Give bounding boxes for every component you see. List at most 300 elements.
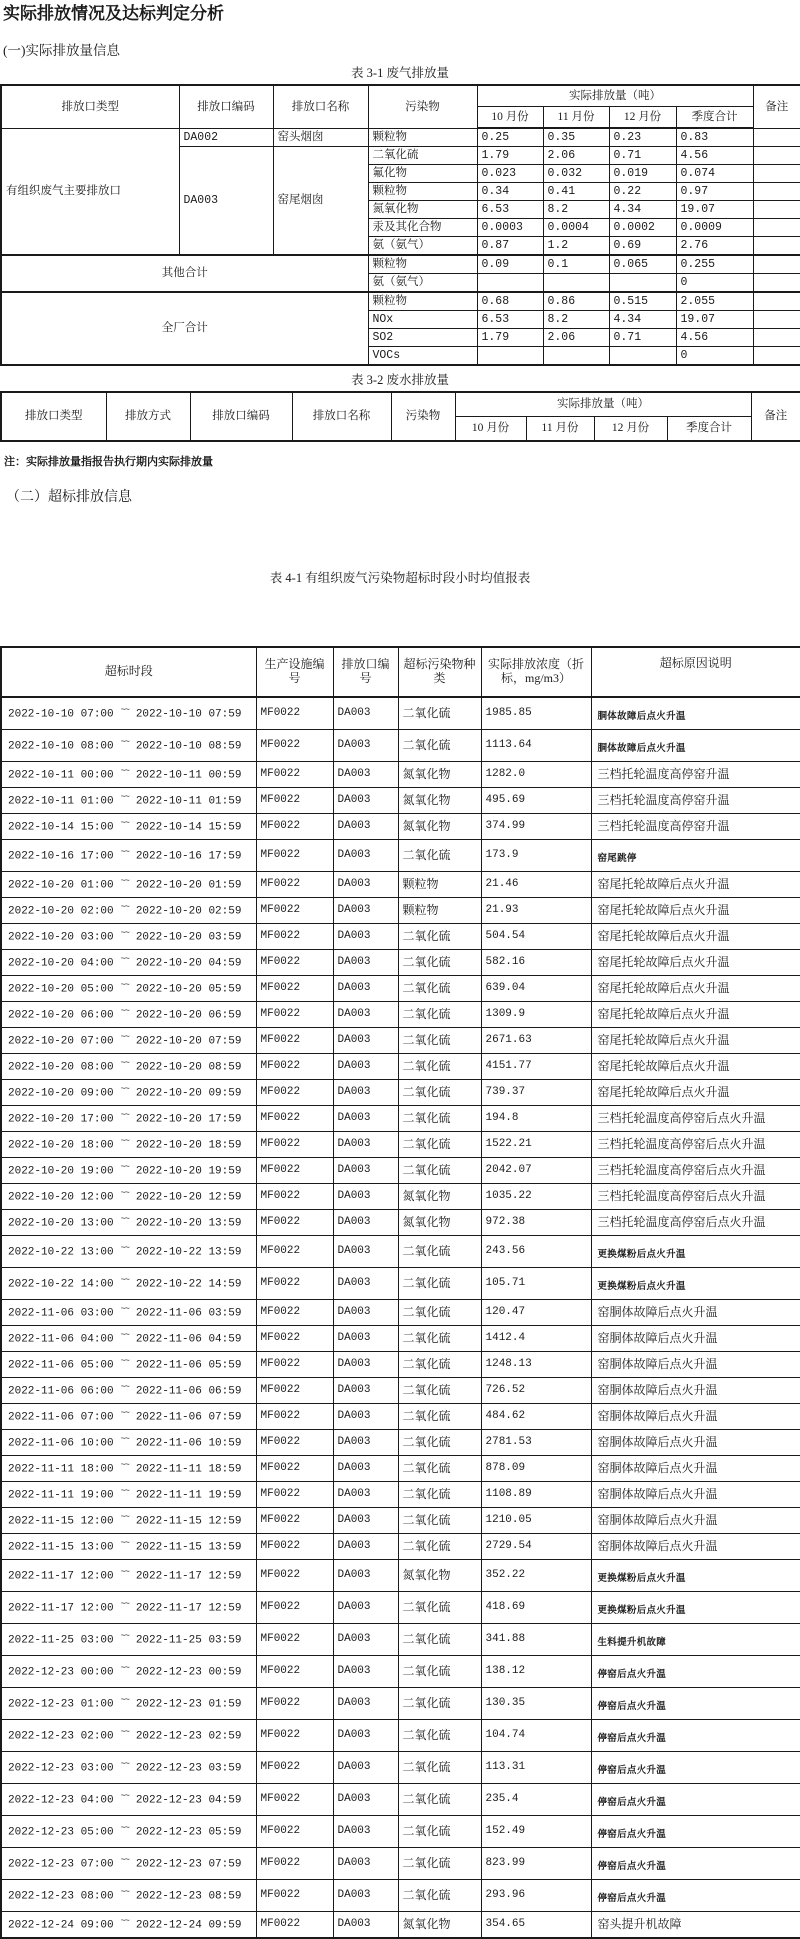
exceed-period-cell: [1, 730, 256, 762]
period-end: 2022-10-10 07:59: [135, 708, 242, 721]
facility-code-cell: MF0022: [256, 1404, 333, 1430]
period-start: 2022-10-20 02:00: [8, 905, 114, 918]
tilde-separator: ~~: [120, 876, 129, 887]
exceed-period-cell: [1, 1456, 256, 1482]
value-cell: 0: [676, 347, 753, 366]
concentration-cell: 1108.89: [481, 1482, 591, 1508]
period-end: 2022-12-23 04:59: [135, 1794, 242, 1807]
pollutant-cell: 二氧化硫: [398, 1404, 481, 1430]
pollutant-cell: 二氧化硫: [398, 950, 481, 976]
outlet-code-cell: DA003: [333, 1352, 398, 1378]
concentration-cell: 1248.13: [481, 1352, 591, 1378]
exceed-period-cell: [1, 1106, 256, 1132]
value-cell: 0.019: [609, 165, 676, 183]
exceedance-row: [1, 1534, 800, 1560]
outlet-code-cell: DA003: [333, 1912, 398, 1939]
facility-code-cell: MF0022: [256, 1624, 333, 1656]
remark-cell: [753, 292, 800, 311]
exceed-period-cell: [1, 1720, 256, 1752]
reason-cell: 停窑后点火升温: [591, 1656, 800, 1688]
pollutant-cell: 二氧化硫: [398, 1482, 481, 1508]
exceedance-row: [1, 788, 800, 814]
concentration-cell: 823.99: [481, 1848, 591, 1880]
col-outlet-code-header: 排放口编号: [333, 647, 398, 697]
period-start: 2022-10-20 04:00: [8, 957, 114, 970]
value-cell: [543, 347, 609, 366]
outlet-code-cell: DA003: [333, 1720, 398, 1752]
period-start: 2022-10-20 03:00: [8, 931, 114, 944]
exceedance-row: [1, 924, 800, 950]
concentration-cell: 726.52: [481, 1378, 591, 1404]
concentration-cell: 21.46: [481, 872, 591, 898]
exceed-period-cell: [1, 1534, 256, 1560]
exceed-period-cell: [1, 1624, 256, 1656]
period-start: 2022-10-20 08:00: [8, 1061, 114, 1074]
tilde-separator: ~~: [120, 954, 129, 965]
value-cell: 0.69: [609, 237, 676, 256]
period-start: 2022-11-06 04:00: [8, 1333, 114, 1346]
pollutant-cell: 二氧化硫: [398, 1880, 481, 1912]
exceed-period-cell: [1, 1688, 256, 1720]
exceed-period-cell: [1, 976, 256, 1002]
col-actual-amount-header: 实际排放量（吨）: [477, 85, 753, 107]
exceedance-row: [1, 1560, 800, 1592]
reason-cell: 三档托轮温度高停窑后点火升温: [591, 1106, 800, 1132]
reason-cell: 窑胴体故障后点火升温: [591, 1456, 800, 1482]
value-cell: 0.83: [676, 128, 753, 147]
pollutant-cell: 二氧化硫: [398, 976, 481, 1002]
period-end: 2022-11-06 04:59: [135, 1333, 242, 1346]
table-3-2-header-row-1: [1, 392, 800, 417]
outlet-code-cell: DA003: [333, 1752, 398, 1784]
value-cell: 8.2: [543, 201, 609, 219]
value-cell: [477, 274, 543, 293]
concentration-cell: 1113.64: [481, 730, 591, 762]
value-cell: 2.06: [543, 147, 609, 165]
exceed-period-cell: [1, 1080, 256, 1106]
value-cell: 6.53: [477, 201, 543, 219]
reason-cell: 窑尾托轮故障后点火升温: [591, 1028, 800, 1054]
facility-code-cell: MF0022: [256, 950, 333, 976]
period-end: 2022-12-23 08:59: [135, 1890, 242, 1903]
col-dec-header: 12 月份: [594, 417, 667, 442]
value-cell: 0.0002: [609, 219, 676, 237]
outlet-code-cell: DA003: [333, 1080, 398, 1106]
value-cell: 19.07: [676, 201, 753, 219]
tilde-separator: ~~: [120, 1759, 129, 1770]
outlet-code-cell: DA003: [333, 1560, 398, 1592]
exceed-period-cell: [1, 1028, 256, 1054]
reason-cell: 窑胴体故障后点火升温: [591, 1534, 800, 1560]
pollutant-cell: 氟化物: [368, 165, 477, 183]
col-exceed-period-header: 超标时段: [1, 647, 256, 697]
tilde-separator: ~~: [120, 1006, 129, 1017]
period-end: 2022-11-06 07:59: [135, 1411, 242, 1424]
pollutant-cell: 二氧化硫: [398, 1752, 481, 1784]
value-cell: 0.23: [609, 128, 676, 147]
exceedance-row: [1, 1624, 800, 1656]
outlet-code-cell: DA003: [333, 1132, 398, 1158]
reason-cell: 窑胴体故障后点火升温: [591, 1404, 800, 1430]
exceedance-row: [1, 814, 800, 840]
facility-code-cell: MF0022: [256, 1880, 333, 1912]
concentration-cell: 113.31: [481, 1752, 591, 1784]
exceedance-row: [1, 1430, 800, 1456]
pollutant-cell: 颗粒物: [368, 255, 477, 274]
exceedance-row: [1, 1720, 800, 1752]
value-cell: 0.515: [609, 292, 676, 311]
reason-cell: 窑尾托轮故障后点火升温: [591, 1080, 800, 1106]
period-end: 2022-11-15 13:59: [135, 1541, 242, 1554]
facility-code-cell: MF0022: [256, 1210, 333, 1236]
col-actual-amount-header: 实际排放量（吨）: [455, 392, 751, 417]
tilde-separator: ~~: [120, 1460, 129, 1471]
value-cell: [609, 274, 676, 293]
col-remark-header: 备注: [751, 392, 800, 441]
value-cell: 6.53: [477, 311, 543, 329]
pollutant-cell: 二氧化硫: [398, 1592, 481, 1624]
concentration-cell: 878.09: [481, 1456, 591, 1482]
col-oct-header: 10 月份: [455, 417, 526, 442]
outlet-code-cell: DA003: [333, 1816, 398, 1848]
remark-cell: [753, 201, 800, 219]
remark-cell: [753, 347, 800, 366]
period-end: 2022-10-11 01:59: [135, 795, 242, 808]
value-cell: 0.1: [543, 255, 609, 274]
concentration-cell: 495.69: [481, 788, 591, 814]
reason-cell: 更换煤粉后点火升温: [591, 1560, 800, 1592]
facility-code-cell: MF0022: [256, 872, 333, 898]
facility-code-cell: MF0022: [256, 1002, 333, 1028]
period-start: 2022-12-23 01:00: [8, 1698, 114, 1711]
col-outlet-code-header: 排放口编码: [179, 85, 273, 128]
exceedance-row: [1, 1132, 800, 1158]
col-exceed-pollutant-header: 超标污染物种类: [398, 647, 481, 697]
exceedance-row: [1, 898, 800, 924]
concentration-cell: 972.38: [481, 1210, 591, 1236]
period-start: 2022-12-23 05:00: [8, 1826, 114, 1839]
exceedance-row: [1, 730, 800, 762]
period-end: 2022-10-20 01:59: [135, 879, 242, 892]
concentration-cell: 152.49: [481, 1816, 591, 1848]
section-2-heading: （二）超标排放信息: [6, 490, 132, 506]
concentration-cell: 1985.85: [481, 697, 591, 730]
exceed-period-cell: [1, 1508, 256, 1534]
value-cell: 0.86: [543, 292, 609, 311]
outlet-code-cell: DA003: [333, 1848, 398, 1880]
reason-cell: 窑尾托轮故障后点火升温: [591, 976, 800, 1002]
reason-cell: 停窑后点火升温: [591, 1688, 800, 1720]
pollutant-cell: 二氧化硫: [398, 1054, 481, 1080]
value-cell: 0.41: [543, 183, 609, 201]
value-cell: 2.055: [676, 292, 753, 311]
pollutant-cell: 二氧化硫: [398, 924, 481, 950]
exceedance-row: [1, 697, 800, 730]
reason-cell: 停窑后点火升温: [591, 1784, 800, 1816]
outlet-code-cell: DA003: [333, 1054, 398, 1080]
col-pollutant-header: 污染物: [391, 392, 455, 441]
col-outlet-name-header: 排放口名称: [273, 85, 368, 128]
reason-cell: 三档托轮温度高停窑后点火升温: [591, 1158, 800, 1184]
exceed-period-cell: [1, 1656, 256, 1688]
period-end: 2022-12-23 05:59: [135, 1826, 242, 1839]
table-4-1-caption: 表 4-1 有组织废气污染物超标时段小时均值报表: [269, 571, 531, 586]
period-end: 2022-12-23 00:59: [135, 1666, 242, 1679]
remark-cell: [753, 311, 800, 329]
facility-code-cell: MF0022: [256, 1720, 333, 1752]
tilde-separator: ~~: [120, 1214, 129, 1225]
period-start: 2022-11-17 12:00: [8, 1570, 114, 1583]
period-start: 2022-12-24 09:00: [8, 1919, 114, 1932]
reason-cell: 停窑后点火升温: [591, 1880, 800, 1912]
exceed-period-cell: [1, 1592, 256, 1624]
period-start: 2022-10-20 12:00: [8, 1191, 114, 1204]
tilde-separator: ~~: [120, 1084, 129, 1095]
period-start: 2022-10-22 14:00: [8, 1278, 114, 1291]
period-start: 2022-11-06 07:00: [8, 1411, 114, 1424]
period-end: 2022-10-20 08:59: [135, 1061, 242, 1074]
pollutant-cell: 颗粒物: [398, 872, 481, 898]
pollutant-cell: 二氧化硫: [398, 1300, 481, 1326]
period-start: 2022-12-23 04:00: [8, 1794, 114, 1807]
pollutant-cell: 颗粒物: [368, 292, 477, 311]
reason-cell: 更换煤粉后点火升温: [591, 1268, 800, 1300]
exceedance-row: [1, 1106, 800, 1132]
outlet-code-cell: DA003: [333, 1482, 398, 1508]
reason-cell: 胴体故障后点火升温: [591, 697, 800, 730]
period-start: 2022-10-20 07:00: [8, 1035, 114, 1048]
table-row: [1, 255, 800, 274]
period-start: 2022-10-20 19:00: [8, 1165, 114, 1178]
pollutant-cell: 二氧化硫: [398, 1236, 481, 1268]
pollutant-cell: 氮氧化物: [398, 1912, 481, 1939]
concentration-cell: 130.35: [481, 1688, 591, 1720]
pollutant-cell: 二氧化硫: [398, 1784, 481, 1816]
other-total-cell: 其他合计: [1, 255, 368, 292]
facility-code-cell: MF0022: [256, 1816, 333, 1848]
tilde-separator: ~~: [120, 1058, 129, 1069]
pollutant-cell: 二氧化硫: [398, 1656, 481, 1688]
concentration-cell: 1522.21: [481, 1132, 591, 1158]
period-start: 2022-11-25 03:00: [8, 1634, 114, 1647]
tilde-separator: ~~: [120, 1032, 129, 1043]
page-title: 实际排放情况及达标判定分析: [3, 4, 224, 23]
tilde-separator: ~~: [120, 1136, 129, 1147]
period-end: 2022-10-20 03:59: [135, 931, 242, 944]
table-4-1-body: [1, 697, 800, 1938]
col-dec-header: 12 月份: [609, 107, 676, 129]
period-start: 2022-11-06 03:00: [8, 1307, 114, 1320]
facility-code-cell: MF0022: [256, 1106, 333, 1132]
exceed-period-cell: [1, 898, 256, 924]
exceed-period-cell: [1, 697, 256, 730]
pollutant-cell: 氮氧化物: [398, 762, 481, 788]
exceed-period-cell: [1, 1002, 256, 1028]
outlet-code-cell: DA003: [333, 1656, 398, 1688]
tilde-separator: ~~: [120, 1110, 129, 1121]
facility-code-cell: MF0022: [256, 1656, 333, 1688]
value-cell: 0.35: [543, 128, 609, 147]
exceed-period-cell: [1, 1816, 256, 1848]
remark-cell: [753, 274, 800, 293]
pollutant-cell: 二氧化硫: [398, 1456, 481, 1482]
reason-cell: 窑胴体故障后点火升温: [591, 1326, 800, 1352]
period-end: 2022-10-10 08:59: [135, 740, 242, 753]
period-end: 2022-10-20 18:59: [135, 1139, 242, 1152]
exceed-period-cell: [1, 1404, 256, 1430]
value-cell: 0.71: [609, 147, 676, 165]
exceedance-row: [1, 1080, 800, 1106]
exceedance-row: [1, 1688, 800, 1720]
period-end: 2022-12-24 09:59: [135, 1919, 242, 1932]
concentration-cell: 1282.0: [481, 762, 591, 788]
pollutant-cell: 氮氧化物: [368, 201, 477, 219]
outlet-code-cell: DA003: [333, 976, 398, 1002]
reason-cell: 停窑后点火升温: [591, 1848, 800, 1880]
exceed-period-cell: [1, 1378, 256, 1404]
value-cell: 4.34: [609, 201, 676, 219]
tilde-separator: ~~: [120, 1727, 129, 1738]
pollutant-cell: 氮氧化物: [398, 1210, 481, 1236]
outlet-code-cell: DA003: [333, 924, 398, 950]
concentration-cell: 173.9: [481, 840, 591, 872]
outlet-code-cell: DA003: [333, 1534, 398, 1560]
reason-cell: 三档托轮温度高停窑升温: [591, 788, 800, 814]
reason-cell: 窑胴体故障后点火升温: [591, 1300, 800, 1326]
period-start: 2022-10-16 17:00: [8, 850, 114, 863]
reason-cell: 更换煤粉后点火升温: [591, 1592, 800, 1624]
table-3-1-header-row-1: [1, 85, 800, 107]
value-cell: 0.0004: [543, 219, 609, 237]
concentration-cell: 2781.53: [481, 1430, 591, 1456]
exceedance-row: [1, 1184, 800, 1210]
reason-cell: 胴体故障后点火升温: [591, 730, 800, 762]
facility-code-cell: MF0022: [256, 730, 333, 762]
table-4-1-exceedance: [0, 646, 800, 1939]
period-start: 2022-10-20 18:00: [8, 1139, 114, 1152]
facility-code-cell: MF0022: [256, 1592, 333, 1624]
concentration-cell: 1309.9: [481, 1002, 591, 1028]
exceedance-row: [1, 1158, 800, 1184]
exceedance-row: [1, 1456, 800, 1482]
facility-code-cell: MF0022: [256, 976, 333, 1002]
table-3-2-caption: 表 3-2 废水排放量: [351, 373, 449, 388]
facility-code-cell: MF0022: [256, 1752, 333, 1784]
period-end: 2022-10-22 14:59: [135, 1278, 242, 1291]
tilde-separator: ~~: [120, 928, 129, 939]
value-cell: 0: [676, 274, 753, 293]
period-start: 2022-12-23 02:00: [8, 1730, 114, 1743]
pollutant-cell: 二氧化硫: [398, 730, 481, 762]
remark-cell: [753, 329, 800, 347]
period-start: 2022-11-06 10:00: [8, 1437, 114, 1450]
remark-cell: [753, 147, 800, 165]
outlet-code-cell: DA003: [333, 1106, 398, 1132]
reason-cell: 三档托轮温度高停窑升温: [591, 814, 800, 840]
outlet-code-cell: DA003: [333, 1268, 398, 1300]
value-cell: 4.34: [609, 311, 676, 329]
exceed-period-cell: [1, 1210, 256, 1236]
tilde-separator: ~~: [120, 792, 129, 803]
outlet-code-cell: DA003: [333, 898, 398, 924]
value-cell: 0.09: [477, 255, 543, 274]
exceedance-row: [1, 1508, 800, 1534]
exceed-period-cell: [1, 1560, 256, 1592]
value-cell: 0.25: [477, 128, 543, 147]
pollutant-cell: 二氧化硫: [398, 1508, 481, 1534]
concentration-cell: 105.71: [481, 1268, 591, 1300]
tilde-separator: ~~: [120, 1275, 129, 1286]
reason-cell: 窑尾托轮故障后点火升温: [591, 950, 800, 976]
concentration-cell: 1412.4: [481, 1326, 591, 1352]
period-start: 2022-12-23 08:00: [8, 1890, 114, 1903]
period-end: 2022-10-20 05:59: [135, 983, 242, 996]
outlet-code-cell: DA003: [333, 1404, 398, 1430]
value-cell: 0.97: [676, 183, 753, 201]
concentration-cell: 1210.05: [481, 1508, 591, 1534]
outlet-code-cell: DA003: [333, 1378, 398, 1404]
concentration-cell: 739.37: [481, 1080, 591, 1106]
remark-cell: [753, 128, 800, 147]
remark-cell: [753, 237, 800, 256]
reason-cell: 窑胴体故障后点火升温: [591, 1508, 800, 1534]
concentration-cell: 4151.77: [481, 1054, 591, 1080]
tilde-separator: ~~: [120, 1823, 129, 1834]
value-cell: 4.56: [676, 329, 753, 347]
exceed-period-cell: [1, 762, 256, 788]
pollutant-cell: VOCs: [368, 347, 477, 366]
facility-code-cell: MF0022: [256, 1508, 333, 1534]
outlet-name-cell: 窑头烟囱: [273, 128, 368, 147]
exceed-period-cell: [1, 1132, 256, 1158]
outlet-code-cell: DA003: [333, 1688, 398, 1720]
value-cell: 0.023: [477, 165, 543, 183]
outlet-code-cell: DA003: [333, 950, 398, 976]
table-note: 注：实际排放量指报告执行期内实际排放量: [4, 456, 213, 469]
facility-code-cell: MF0022: [256, 1784, 333, 1816]
facility-code-cell: MF0022: [256, 1352, 333, 1378]
pollutant-cell: 氨（氨气）: [368, 274, 477, 293]
outlet-code-cell: DA003: [333, 697, 398, 730]
exceedance-row: [1, 1002, 800, 1028]
tilde-separator: ~~: [120, 705, 129, 716]
period-end: 2022-12-23 07:59: [135, 1858, 242, 1871]
col-remark-header: 备注: [753, 85, 800, 128]
outlet-code-cell: DA003: [333, 1784, 398, 1816]
exceedance-row: [1, 1656, 800, 1688]
tilde-separator: ~~: [120, 1887, 129, 1898]
concentration-cell: 582.16: [481, 950, 591, 976]
exceed-period-cell: [1, 1054, 256, 1080]
exceedance-row: [1, 1592, 800, 1624]
facility-code-cell: MF0022: [256, 1848, 333, 1880]
facility-code-cell: MF0022: [256, 697, 333, 730]
pollutant-cell: 氮氧化物: [398, 1560, 481, 1592]
outlet-code-cell: DA003: [333, 762, 398, 788]
period-start: 2022-10-20 17:00: [8, 1113, 114, 1126]
outlet-code-cell: DA003: [333, 840, 398, 872]
exceedance-row: [1, 1378, 800, 1404]
col-oct-header: 10 月份: [477, 107, 543, 129]
outlet-code-cell: DA003: [333, 1592, 398, 1624]
reason-cell: 停窑后点火升温: [591, 1720, 800, 1752]
outlet-code-cell: DA003: [333, 1236, 398, 1268]
concentration-cell: 21.93: [481, 898, 591, 924]
pollutant-cell: 颗粒物: [398, 898, 481, 924]
period-end: 2022-10-20 07:59: [135, 1035, 242, 1048]
exceed-period-cell: [1, 1880, 256, 1912]
exceedance-row: [1, 1404, 800, 1430]
